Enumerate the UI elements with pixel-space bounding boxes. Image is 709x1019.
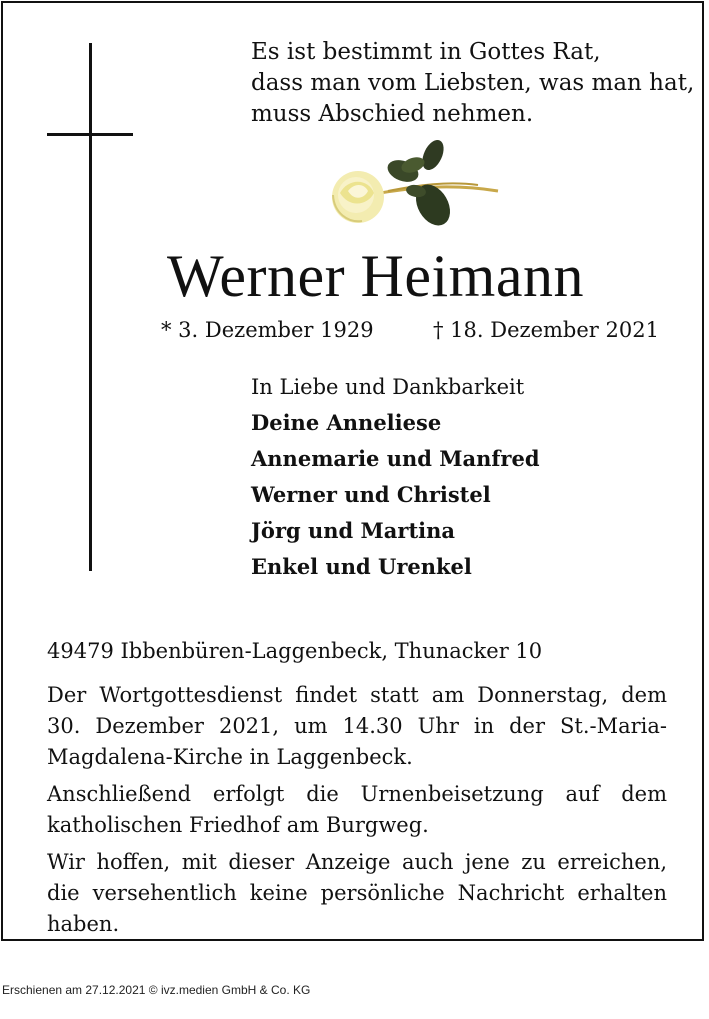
verse [251, 37, 694, 130]
cross-icon-bar [47, 133, 133, 136]
mourner-name: Annemarie und Manfred [251, 446, 540, 471]
verse-line: Es ist bestimmt in Gottes Rat, [251, 39, 601, 65]
mourners [251, 369, 540, 585]
mourner-name: Werner und Christel [251, 482, 491, 507]
death-date: † 18. Dezember 2021 [433, 318, 659, 342]
paragraph: Anschließend erfolgt die Urnenbeisetzung auf dem katholischen Friedhof am Burgweg. [47, 782, 667, 837]
address: 49479 Ibbenbüren-Laggenbeck, Thunacker 10 [47, 639, 543, 663]
mourner-name: Deine Anneliese [251, 410, 442, 435]
verse-line: muss Abschied nehmen. [251, 101, 534, 127]
birth-date: * 3. Dezember 1929 [161, 318, 374, 342]
service-info [47, 680, 667, 946]
deceased-name: Werner Heimann [167, 243, 584, 309]
cross-icon [89, 43, 92, 571]
paragraph: Der Wortgottesdienst findet statt am Donnerstag, dem 30. Dezember 2021, um 14.30 Uhr in der St.-Maria-Magdalena-Kirche in Laggenbeck. [47, 683, 667, 769]
obituary-frame [1, 1, 704, 941]
verse-line: dass man vom Liebsten, was man hat, [251, 70, 695, 96]
paragraph: Wir hoffen, mit dieser Anzeige auch jene zu erreichen, die versehentlich keine persönliche Nachricht erhalten haben. [47, 850, 667, 936]
mourner-name: Enkel und Urenkel [251, 554, 472, 579]
rose-icon [328, 133, 503, 233]
mourners-intro: In Liebe und Dankbarkeit [251, 375, 525, 399]
publication-footer: Erschienen am 27.12.2021 © ivz.medien GmbH & Co. KG [2, 983, 311, 997]
mourner-name: Jörg und Martina [251, 518, 456, 543]
